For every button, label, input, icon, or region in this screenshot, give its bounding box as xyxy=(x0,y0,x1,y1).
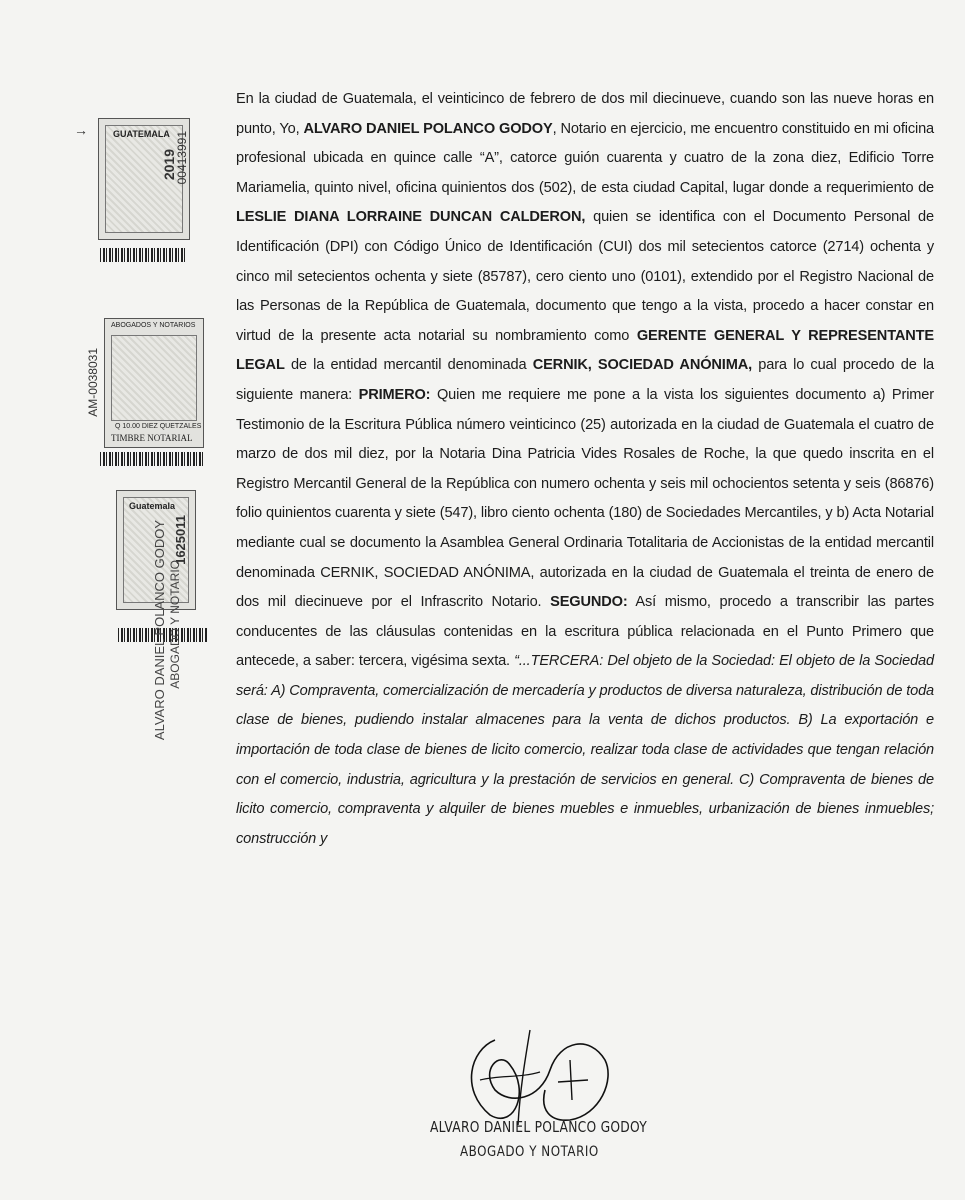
bold-text-segment: GERENTE GENERAL Y REPRESENTANTE LEGAL xyxy=(236,327,934,374)
bold-text-segment: LESLIE DIANA LORRAINE DUNCAN CALDERON, xyxy=(236,209,586,226)
text-segment: Quien me requiere me pone a la vista los siguientes documento a) Primer Testimonio de la Escritura Pública número veinticinco (25) autorizada en la ciudad de Guatemala el cuatro de marzo de dos mil diez, por la Notaria Dina Patricia Vides Rosales de Roche, la que quedo inscrita en el Registro Mercantil General de la República con numero ochenta y seis mil ochocientos setenta y seis (86876) folio quinientos cuarenta y siete (547), libro ciento ochenta (180) de Sociedades Mercantiles, y b) Acta Notarial mediante cual se documento la Asamblea General Ordinaria Totalitaria de Accionistas de la entidad mercantil denominada CERNIK, SOCIEDAD ANÓNIMA, autorizada en la ciudad de Guatemala el treinta de enero de dos mil diecinueve por el Infrascrito Notario. xyxy=(236,386,934,611)
stamp-footer: TIMBRE NOTARIAL xyxy=(111,433,193,443)
handwritten-signature xyxy=(420,1020,620,1130)
notarial-stamp xyxy=(104,318,204,448)
arrow-icon: → xyxy=(74,122,88,138)
text-segment: de la entidad mercantil denominada xyxy=(284,357,533,374)
bold-text-segment: SEGUNDO: xyxy=(550,594,628,611)
stamp-number: 00413991 xyxy=(175,131,189,185)
italic-text-segment: “...TERCERA: Del objeto de la Sociedad: El objeto de la Sociedad será: A) Compraventa, comercialización de mercadería y productos de diversa naturaleza, distribución de toda clase de bienes, pudiendo instalar almacenes para la venta de dichos productos. B) La exportación e importación de toda clase de bienes de licito comercio, realizar toda clase de actividades que tengan relación con el comercio, industria, agricultura y la prestación de servicios en general. C) Compraventa de bienes de licito comercio, compraventa y alquiler de bienes muebles e inmuebles, urbanización de bienes inmuebles; construcción y xyxy=(236,653,934,847)
bold-text-segment: CERNIK, SOCIEDAD ANÓNIMA, xyxy=(532,357,753,374)
rubber-stamp-text: ABOGADO Y NOTARIO xyxy=(168,560,182,689)
barcode xyxy=(100,248,186,262)
text-segment: quien se identifica con el Documento Personal de Identificación (DPI) con Código Único de Identificación (CUI) dos mil setecientos catorce (2714) ochenta y cinco mil setecientos ochenta y siete (85787), cero ciento uno (0101), extendido por el Registro Nacional de las Personas de la República de Guatemala, documento que tengo a la vista, procedo a hacer constar en virtud de la presente acta notarial su nombramiento como xyxy=(236,209,934,344)
rubber-stamp-text: ALVARO DANIEL POLANCO GODOY xyxy=(152,520,167,741)
stamp-year: 2019 xyxy=(161,149,177,181)
signer-name: ALVARO DANIEL POLANCO GODOY xyxy=(430,1118,648,1136)
stamp-serial: AM-0038031 xyxy=(86,348,100,417)
text-segment: para lo cual procedo de la siguiente manera: xyxy=(236,357,935,403)
stamp-value: Q 10.00 DIEZ QUETZALES xyxy=(115,423,202,430)
notarial-act-text xyxy=(236,85,934,854)
body-paragraph xyxy=(236,85,934,854)
stamp-label: GUATEMALA xyxy=(113,129,170,139)
bold-text-segment: ALVARO DANIEL POLANCO GODOY xyxy=(303,120,553,137)
barcode xyxy=(100,452,204,466)
text-segment: Así mismo, procedo a transcribir las partes conducentes de las cláusulas contenidas en la escritura pública relacionada en el Punto Primero que antecede, a saber: tercera, vigésima sexta. xyxy=(236,594,935,670)
stamp-header: ABOGADOS Y NOTARIOS xyxy=(111,322,196,329)
text-segment: , Notario en ejercicio, me encuentro constituido en mi oficina profesional ubicada en quince calle “A”, catorce guión cuarenta y cuatro de la zona diez, Edificio Torre Mariamelia, quinto nivel, oficina quinientos dos (502), de esta ciudad Capital, lugar donde a requerimiento de xyxy=(236,120,934,196)
bold-text-segment: PRIMERO: xyxy=(358,386,431,403)
text-segment: En la ciudad de Guatemala, el veinticinco de febrero de dos mil diecinueve, cuando son las nueve horas en punto, Yo, xyxy=(236,91,934,137)
fiscal-stamp-top xyxy=(98,118,190,240)
signer-title: ABOGADO Y NOTARIO xyxy=(460,1144,599,1160)
stamp-number: 1625011 xyxy=(173,515,188,565)
stamp-label: Guatemala xyxy=(129,501,176,511)
